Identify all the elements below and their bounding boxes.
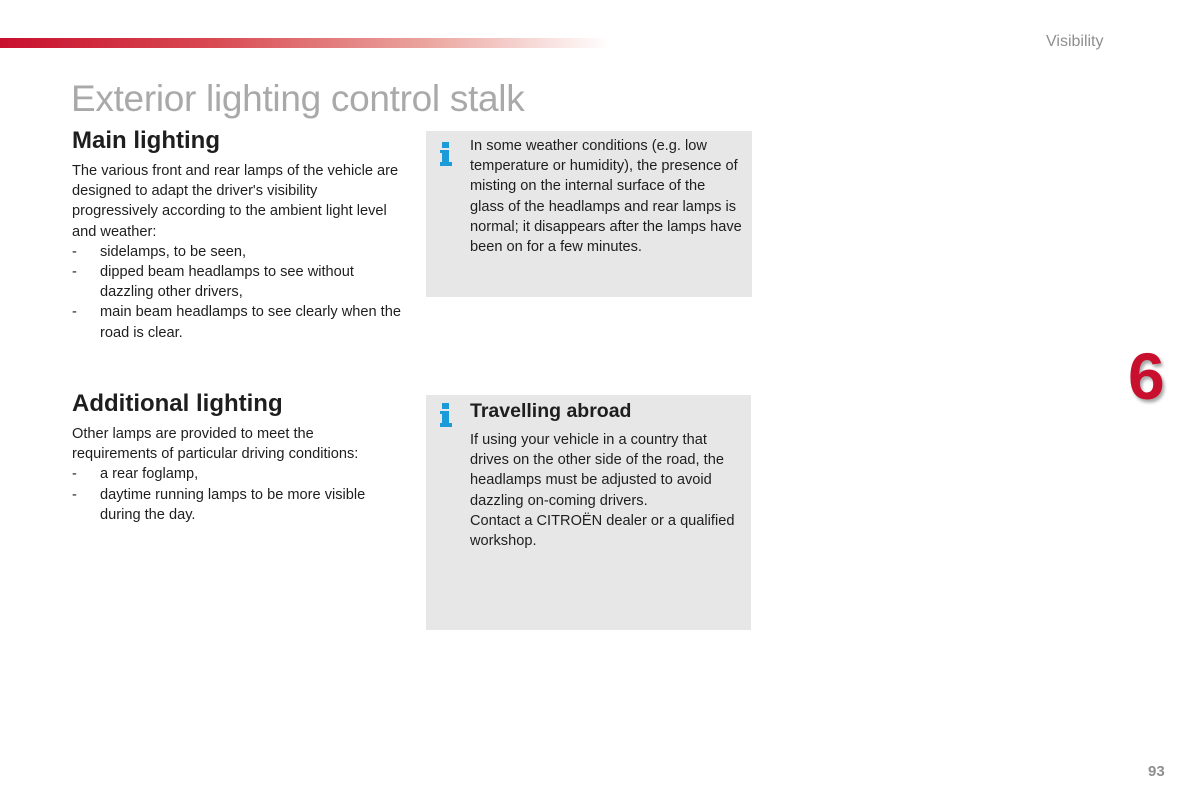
info-box-travelling-abroad [426, 395, 751, 630]
list-item: - a rear foglamp, [72, 466, 199, 483]
page-title: Exterior lighting control stalk [71, 78, 525, 119]
additional-lighting-heading: Additional lighting [72, 390, 283, 417]
info-abroad-contact: Contact a CITROËN dealer or a qualified workshop. [470, 512, 735, 550]
list-item: - sidelamps, to be seen, [72, 243, 247, 260]
list-item: - dipped beam headlamps to see without dazzling other drivers, [72, 264, 354, 301]
page-number: 93 [1148, 763, 1165, 780]
main-lighting-heading: Main lighting [72, 127, 220, 154]
info-icon [439, 141, 453, 167]
main-lighting-list [72, 242, 402, 343]
additional-lighting-list [72, 464, 402, 525]
main-lighting-intro: The various front and rear lamps of the vehicle are designed to adapt the driver's visibility progressively according to the ambient light level and weather: [72, 163, 399, 240]
additional-lighting-section [72, 390, 402, 525]
list-item: - main beam headlamps to see clearly when the road is clear. [72, 304, 401, 341]
info-abroad-content [470, 399, 741, 551]
info-weather-text: In some weather conditions (e.g. low temperature or humidity), the presence of misting on the internal surface of the glass of the headlamps and rear lamps is normal; it disappears after the lamps have been on for a few minutes. [470, 138, 742, 256]
main-lighting-section [72, 127, 402, 343]
header-color-bar [0, 38, 610, 48]
additional-lighting-intro: Other lamps are provided to meet the requirements of particular driving conditions: [72, 426, 359, 463]
list-item: - daytime running lamps to be more visible during the day. [72, 486, 366, 523]
info-abroad-text: If using your vehicle in a country that drives on the other side of the road, the headlamps must be adjusted to avoid dazzling on-coming drivers. [470, 432, 724, 509]
info-icon [439, 402, 453, 428]
info-box-weather [426, 131, 752, 297]
chapter-number: 6 [1128, 339, 1165, 413]
section-name: Visibility [1046, 33, 1104, 50]
info-abroad-heading: Travelling abroad [470, 400, 632, 422]
